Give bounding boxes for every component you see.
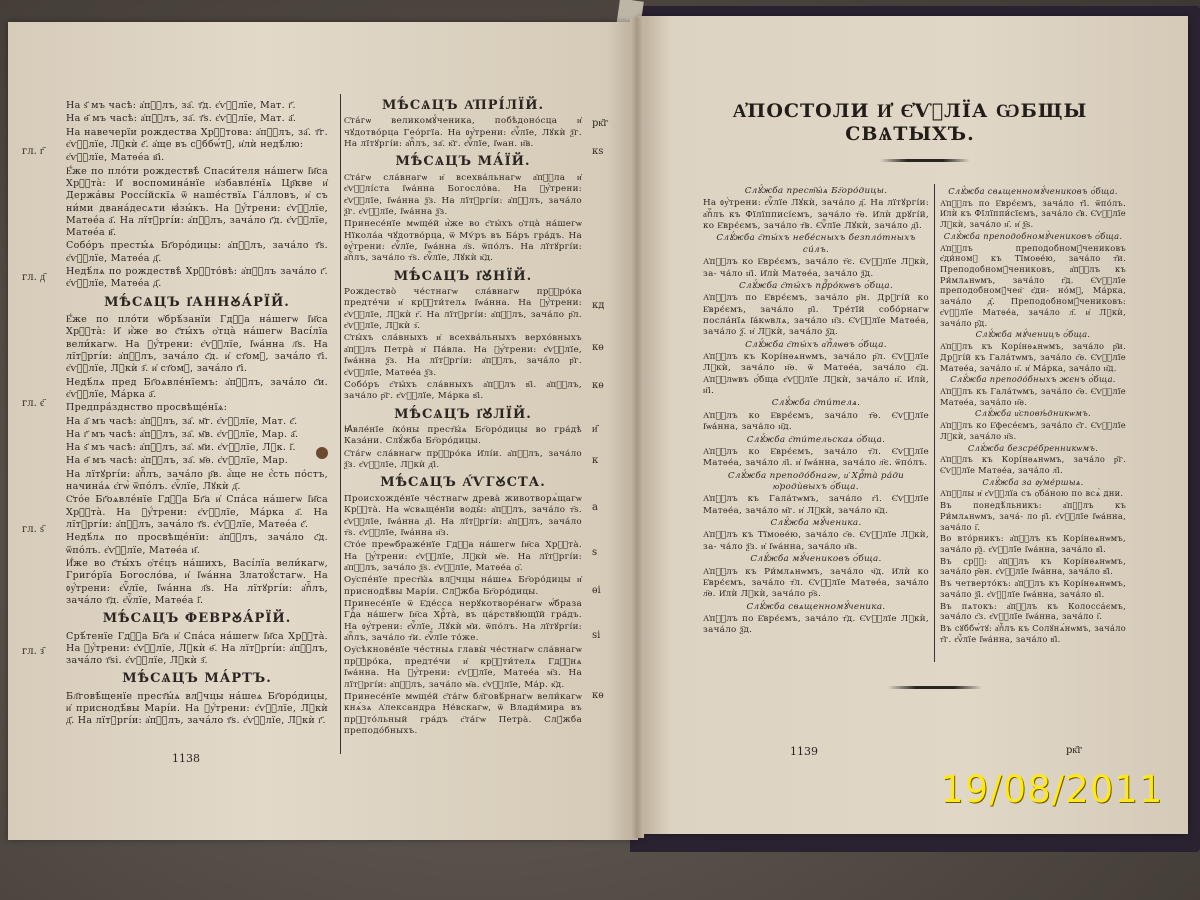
page-title: А҆ПОСТОЛИ И҆ Є҆ѴⷢЛЇА ѠБЩЫ СВѦТЫХЪ. — [732, 100, 1088, 145]
text-paragraph: А҆пⷭ҇лъ по Е҆врє́ємъ, зача́ло т҃і. ѿпо́лъ. И҆лѝ къ Фїлїппи́сїємъ, зача́ло с҃в. Є҆ѵⷢ҇лїе Лꙋкѝ, зача́ло н҃. и҆ ѯ҃ѕ. — [940, 197, 1126, 230]
date-marker: кѳ — [592, 690, 604, 701]
text-paragraph: Въ четверто́къ: а҆пⷭ҇лъ къ Корі́нѳѧнѡмъ, зача́ло ѯ҃і. є҆ѵⷢ҇лїе І҆ѡа́нна, зача́ло в҃і. — [940, 578, 1126, 599]
text-paragraph: А҆пⷭ҇лы и҆ є҆ѵⷢ҇лїа съ ѻ҆ба́ною по всѧ̀ дни. — [940, 488, 1124, 499]
text-paragraph: Въ пѧтокъ: а҆пⷭ҇лъ къ Колосса́ємъ, зача́ло с҃з. є҆ѵⷢ҇лїе І҆ѡа́нна, зача́ло і҃. — [940, 600, 1126, 622]
text-paragraph: Собо́ръ престы́ѧ Бг҃оро́дицы: а҆пⷭ҇лъ, зача́ло т҃ѕ. є҆ѵⷢ҇лїе, Матѳе́а д҃. — [66, 240, 328, 264]
text-paragraph: А҆пⷭ҇лъ къ Тїмоѳе́ю, зача́ло с҃ѳ. Є҆ѵⷢ҇лїе Лꙋкѝ, за- ча́ло ѯ҃з. и҆ І҆ѡа́нна, зача́ло н҃в. — [703, 530, 929, 552]
text-paragraph: А҆пⷭ҇лъ къ Корі́нѳѧнѡмъ, зача́ло р҃и. Дрꙋгі́й къ Гала́тѡмъ, зача́ло с҃ѳ. Є҆ѵⷢ҇лїе Матѳе́а, зача́ло н҃. и҆ Ма́рка, зача́ло н҃д. — [940, 341, 1126, 373]
left-column-2 — [344, 94, 582, 738]
date-marker: ѕі — [592, 630, 601, 641]
date-marker: рк҃г — [592, 118, 609, 129]
tone-marker: гл. г҃ — [22, 146, 45, 157]
service-heading: Слꙋ́жба преподобномꙋ́чениковъ ѻ҆́бща. — [943, 230, 1123, 241]
text-paragraph: И҆́же во с҃ты́хъ ѻ҆тє́цъ на́шихъ, Васі́лїа вели́кагѡ, Григо́рїа Богосло́ва, и҆ І҆ѡа́нна Златоꙋ́стагѡ. На ᲂу҆́трени: є҆ѵⷢ҇лїе, І҆ѡа́нна л҃ѕ. На лїтꙋргі́и: а҆пⷭ҇лъ, зача́ло т҃д. є҆ѵⷢ҇лїе, Матѳе́а і҃. — [66, 557, 328, 606]
left-column-divider — [340, 94, 341, 754]
section-heading: МѢ́СѦЦЪ А҆́ѴГꙊСТА. — [380, 475, 546, 491]
text-paragraph: Въ понедѣ́льникъ: а҆пⷭ҇лъ къ Ри́млѧнѡмъ, зача́- ло р҃і. є҆ѵⷢ҇лїе І҆ѡа́нна, зача́ло і҃. — [940, 500, 1126, 532]
text-paragraph: На навечерїи рождества Хрⷭ҇това: а҆пⷭ҇лъ, за҄. т҃г. є҆ѵⷢ҇лїе, Лꙋкѝ є҃. а҆ще въ сꙋббѡ́тꙋ, и҆лѝ недѣ́лю: — [66, 126, 328, 150]
text-paragraph: А҆пⷭ҇лъ къ Гала́тѡмъ, зача́ло с҃ѳ. Є҆ѵⷢ҇лїе Матѳе́а, зача́ло н҃ѳ. — [940, 385, 1126, 407]
text-paragraph: С҃та́гѡ сла́внагѡ и҆ всехва́льнагѡ а҆пⷭ҇ла и҆ є҆ѵⷢ҇лі́ста І҆ѡа́нна Богосло́ва. На ᲂу҆́трени: є҆ѵⷢ҇лїе, І҆ѡа́нна ѯ҃з. На лїтꙋргі́и: а҆пⷭ҇лъ, зача́ло ѯ҃г. є҆ѵⷢ҇лїе, І҆ѡа́нна ѯ҃з. — [344, 172, 582, 217]
service-heading: Слꙋ́жба с҃ты́хъ прⷪ҇ро́кѡвъ ѻ҆́бща. — [738, 280, 894, 291]
date-marker: кд — [592, 300, 605, 311]
section-heading: МѢ́СѦЦЪ А҆ПРІ́ЛЇЙ. — [382, 98, 544, 113]
book-gutter — [630, 18, 644, 838]
service-heading: Слꙋ́жба свѧщенномꙋ́ченика. — [746, 601, 886, 612]
tone-marker: гл. ѕ҃ — [22, 524, 44, 535]
text-paragraph: На г҃ мъ часѣ: а҆пⷭ҇лъ, за҄. м҃в. є҆ѵⷢ҇лїе, Мар. а҃. — [66, 428, 299, 440]
text-paragraph: С҃та́гѡ великомꙋ́ченика, побѣдоно́сца и҆ чꙋдотво́рца Гео́ргїа. На ᲂу҆́трени: є҆ѵⷢ҇лїе, Лꙋкѝ ѯ҃г. На лїтꙋргі́и: а҆пⷭ҇лъ, за҄. к҃г. є҆ѵⷢ҇лїе, І҆ѡан. н҃в. — [344, 116, 582, 150]
text-paragraph: А҆пⷭ҇лъ преподобномꙋ́чениковъ є҆ди́номꙋ къ Тїмоѳе́ю, зача́ло т҃и. Преподобномꙋ́чениковъ, а҆пⷭ҇лъ къ Ри́млѧнѡмъ, зача́ло г҃д. Є҆ѵⷢ҇лїе преподобномꙋ́чен҇ є҆ди- но́мꙋ, Ма́рка, зача́ло д҃. Преподобномꙋ́чениковъ: є҆ѵⷢ҇лїе Матѳе́а, зача́ло л҃. и҆ Лꙋкѝ, зача́ло р҃д. — [940, 242, 1126, 328]
ink-blot — [316, 447, 328, 459]
service-heading: Слꙋ́жба мꙋ́ченика. — [770, 518, 862, 529]
tone-marker: гл. є҃ — [22, 398, 45, 409]
text-paragraph: Предпра́зднство просвѣще́нїѧ: — [66, 402, 228, 414]
section-heading: МѢ́СѦЦЪ МА́РТЪ. — [122, 671, 272, 687]
text-paragraph: Недѣ́лѧ по рождествѣ̀ Хрⷭ҇то́вѣ: а҆пⷭ҇лъ зача́ло г҃. є҆ѵⷢ҇лїе, Матѳе́а д҃. — [66, 266, 328, 290]
text-paragraph: Въ сꙋббѡ́тꙋ: а҆пⷭ҇лъ къ Солꙋнѧ́нѡмъ, зача́ло т҃г. є҆ѵⷢ҇лїе І҆ѡа́нна, зача́ло в҃і. — [940, 623, 1127, 644]
date-marker: ѕ — [592, 547, 598, 558]
date-marker: кѳ — [592, 380, 604, 391]
signature-mark: рк҃г — [1066, 745, 1083, 756]
left-page-number: 1138 — [172, 752, 200, 765]
text-paragraph: А҆пⷭ҇лъ къ Корі́нѳѧнѡмъ, зача́ло р҃л. Є҆ѵⷢ҇лїе Лꙋкѝ, зача́ло н҃ѳ. ѿ Матѳе́а, зача́ло с҃д. А҆пⷭ҇лѡвъ ѻ҆́бща є҆ѵⷢ҇лїе Лꙋкѝ, зача́ло н҃. И҆лѝ, н҃і. — [703, 352, 929, 397]
date-marker: и҃ — [592, 424, 598, 435]
service-heading: Слꙋ́жба мꙋ́ченицъ ѻ҆́бща. — [975, 329, 1091, 340]
section-heading: МѢ́СѦЦЪ ФЕВРꙊА́РЇЙ. — [102, 611, 292, 627]
text-paragraph: А҆пⷭ҇лъ ко Е҆врє́ємъ, зача́ло т҃є. Є҆ѵⷢ҇лїе Лꙋкѝ, за- ча́ло н҃і. И҆лѝ Матѳе́а, зача́ло ѯ҃д. — [703, 257, 929, 279]
text-paragraph: На ѳ҃ мъ часѣ: а҆пⷭ҇лъ, за҄. м҃ѳ. є҆ѵⷢ҇лїе, Мар. — [66, 455, 289, 467]
left-column-1 — [66, 100, 328, 729]
text-paragraph: Во вто́рникъ: а҆пⷭ҇лъ къ Корі́нѳѧнѡмъ, зача́ло р҃ѯ. є҆ѵⷢ҇лїе І҆ѡа́нна, зача́ло в҃і. — [940, 533, 1126, 554]
service-heading: Слꙋ́жба с҃ты́хъ небе́сныхъ безпло́тныхъ си́лъ. — [716, 233, 916, 255]
date-marker: кѕ — [592, 146, 604, 157]
text-paragraph: А҆пⷭ҇лъ по Е҆врє́ємъ, зача́ло т҃д. Є҆ѵⷢ҇лїе Лꙋкѝ, зача́ло ѯ҃д. — [703, 613, 929, 636]
service-heading: Слꙋ́жба за ᲂу҆ме́ршыѧ. — [982, 476, 1084, 487]
text-paragraph: С҃то́е преѡбраже́нїе Гдⷭ҇а на́шегѡ І҆и҃са Хрⷭ҇та̀. На ᲂу҆́трени: є҆ѵⷢ҇лїе, Лꙋкѝ м҃е. На лїтꙋргі́и: а҆пⷭ҇лъ, зача́ло ѯ҃ѕ. є҆ѵⷢ҇лїе, Матѳе́а ѻ҃. — [344, 540, 582, 573]
tone-marker: гл. з҃ — [22, 646, 44, 657]
right-column-divider — [934, 184, 935, 662]
service-heading: Слꙋ́жба с҃ты́хъ а҆пⷭ҇лѡвъ ѻ҆́бща. — [745, 339, 887, 350]
section-heading: МѢ́СѦЦЪ І҆Ꙋ́НЇЙ. — [393, 268, 533, 284]
text-paragraph: Рождество̀ че́стнагѡ сла́внагѡ прⷪ҇ро́ка предте́чи и҆ крⷭ҇ти́телѧ І҆ѡа́нна. На ᲂу҆́трени: є҆ѵⷢ҇лїе, Лꙋкѝ г҃. На лїтꙋргі́и: а҆пⷭ҇лъ, зача́ло р҃л. є҆ѵⷢ҇лїе, Лꙋкѝ з҃. — [344, 287, 582, 332]
text-paragraph: є҆ѵⷢ҇лїе, Матѳе́а в҃і. — [66, 152, 165, 164]
date-marker: ѳі — [592, 585, 601, 596]
right-page-number: 1139 — [790, 745, 818, 758]
text-paragraph: Бл҃говѣ́щенїе прест҃ы́ѧ влⷣчцы на́шеѧ Бг҃оро́дицы, и҆ приснодѣ́вы Марі́и. На ᲂу҆́трени: є҆ѵⷢ҇лїе, Лꙋкѝ д҃. На лїтꙋргі́и: а҆пⷭ҇лъ, зача́ло т҃ѕ. є҆ѵⷢ҇лїе, Лꙋкѝ г҃. — [66, 690, 328, 727]
text-paragraph: Въ срⷣꙋ: а҆пⷭ҇лъ къ Корі́нѳѧнѡмъ, зача́ло р҃ѳн. є҆ѵⷢ҇лїе І҆ѡа́нна, зача́ло в҃і. — [940, 555, 1126, 577]
service-heading: Слꙋ́жба и҆сповѣ́дникѡмъ. — [975, 408, 1091, 419]
service-heading: Слꙋ́жба с҃ти́телѧ. — [771, 398, 861, 409]
date-stamp: 19/08/2011 — [940, 768, 1164, 811]
text-paragraph: Оу҆сѣкнове́нїе че́стныѧ главы̀ че́стнагѡ сла́внагѡ прⷪ҇ро́ка, предте́чи и҆ крⷭ҇ти́телѧ Гдⷭ҇нѧ І҆ѡа́нна. На ᲂу҆́трени: є҆ѵⷢ҇лїе, Матѳе́а м҃з. На лїтꙋргі́и: а҆пⷭ҇лъ, зача́ло м҃а. є҆ѵⷢ҇лїе, Ма́р. к҃д. — [344, 645, 582, 690]
text-paragraph: А҆пⷭ҇лъ по Е҆врє́ємъ, зача́ло р҃н. Дрꙋгі́й ко Е҆врє́ємъ, зача́ло р҃і. Тре́тїй собо́рнагѡ посла́нїѧ І҆а́кѡвлѧ, зача́ло н҃з. Є҆ѵⷢ҇лїе Матѳе́а, зача́ло ѯ҃. и҆ Лꙋкѝ, зача́ло ѯ҃д. — [703, 293, 929, 338]
text-paragraph: Принесе́нїе мѡще́й с҃та́гѡ бл҃говѣ́рнагѡ вели́кагѡ кнѧ́зѧ А҆лександра Не́вскагѡ, ѿ Влади́мира въ прⷭ҇то́льный гра́дъ с҃та́гѡ Петра̀. Слꙋ́жба преподо́бныхъ. — [344, 691, 582, 736]
text-paragraph: С҃то́е Бг҃оѧвле́нїе Гдⷭ҇а Бг҃а и҆ Спа́са на́шегѡ І҆и҃са Хрⷭ҇та̀. На ᲂу҆́трени: є҆ѵⷢ҇лїе, Ма́рка а҃. На лїтꙋргі́и: а҆пⷭ҇лъ, зача́ло т҃ѕ. є҆ѵⷢ҇лїе, Матѳе́а є҃. — [66, 494, 328, 530]
right-column-1 — [703, 186, 929, 638]
text-paragraph: А҆пⷭ҇лъ ко Е҆фесе́ємъ, зача́ло с҃г. Є҆ѵⷢ҇лїе Лꙋкѝ, зача́ло н҃ѕ. — [940, 420, 1126, 441]
text-paragraph: Собо́ръ с҃ты́хъ сла́вныхъ а҆пⷭ҇лъ в҃і. а҆пⷭ҇лъ, зача́ло р҃г. є҆ѵⷢ҇лїе, Ма́рка в҃і. — [344, 379, 582, 402]
text-paragraph: Е҆́же по пло́ти рождествѣ̀ Спаси́теля на́шегѡ І҆и҃са Хрⷭ҇та̀: И҆ воспомина́нїе и҆збавле́нїѧ Цр҃кве и҆ Держа́вы Россі́йскїѧ ѿ наше́ствїѧ Га́лловъ, и҆ съ ни́ми двана́десѧти ꙗ҆зы́къ. На ᲂу҆́трени: є҆ѵⷢ҇лїе, Матѳе́а а҃. На лїтꙋргі́и: а҆пⷭ҇лъ, зача́ло г҃д. є҆ѵⷢ҇лїе, Матѳе́а в҃. — [66, 165, 328, 239]
text-paragraph: На ѳ҃ мъ часѣ: а҆пⷭ҇лъ, за҄. т҃ѕ. є҆ѵⷢ҇лїе, Мат. а҃. — [66, 113, 297, 125]
text-paragraph: Недѣ́лѧ пред Бг҃оѧвле́нїемъ: а҆пⷭ҇лъ, зача́ло с҃и. є҆ѵⷢ҇лїе, Ма́рка а҃. — [66, 376, 328, 400]
text-paragraph: Происхожде́нїе че́стнагѡ древа̀ животворѧ́щагѡ Крⷭ҇та̀. На ѡ҆свѧще́нїи воды̀: а҆пⷭ҇лъ, зача́ло т҃ѕ. є҆ѵⷢ҇лїе, І҆ѡа́нна д҃і. На лїтꙋргі́и: а҆пⷭ҇лъ, зача́ло т҃ѕ. є҆ѵⷢ҇лїе, І҆ѡа́нна н҃з. — [344, 493, 582, 538]
title-ornament — [880, 159, 970, 162]
text-paragraph: А҆пⷭ҇лъ ко Е҆врє́ємъ, зача́ло т҃ѳ. Є҆ѵⷢ҇лїе І҆ѡа́нна, зача́ло н҃д. — [703, 410, 929, 433]
text-paragraph: На ѕ҃ мъ часѣ: а҆пⷭ҇лъ, за҄. т҃д. є҆ѵⷢ҇лїе, Мат. г҃. — [66, 100, 296, 111]
text-paragraph: На ᲂу҆́трени: є҆ѵⷢ҇лїе Лꙋкѝ, зача́ло д҃. На лїтꙋргі́и: а҆пⷭ҇лъ къ Фїлїпписі́ємъ, зача́ло т҃ѳ. И҆лѝ дрꙋгі́й, ко Е҆врє́ємъ, зача́ло т҃в. Є҆ѵⷢ҇лїе Лꙋкѝ, зача́ло д҃і. — [703, 198, 929, 232]
bottom-ornament — [888, 686, 982, 689]
service-heading: Слꙋ́жба прест҃ы́ѧ Бг҃оро́дицы. — [744, 186, 888, 196]
text-paragraph: Принесе́нїе ѿ Е҆де́сса нерꙋкотворе́нагѡ ѡ҆́браза Гдⷭ҇а на́шегѡ І҆и҃са Хрⷭ҇та̀, въ ца́рствꙋющїй гра́дъ. На ᲂу҆́трени: є҆ѵⷢ҇лїе, Лꙋкѝ м҃и. ѿпо́лъ. На лїтꙋргі́и: а҆пⷭ҇лъ, зача́ло т҃и. є҆ѵⷢ҇лїе то́же. — [344, 599, 582, 644]
text-paragraph: С҃та́гѡ сла́внагѡ прⷪ҇ро́ка И҆лі́и. а҆пⷭ҇лъ, зача́ло ѯ҃з. є҆ѵⷢ҇лїе, Лꙋкѝ д҃і. — [344, 448, 582, 471]
text-paragraph: Ꙗ҆вле́нїе і҆ко́ны прест҃ы́ѧ Бг҃оро́дицы во гра́дѣ Каза́ни. Слꙋ́жба Бг҃оро́дицы. — [344, 424, 582, 447]
text-paragraph: На лїтꙋргі́и: а҆пⷭ҇лъ, зача́ло р҃в. а҆́ще не є҆́сть по́стъ, начина́ѧ є҆гѡ̀ ѿпо́лъ. є҆ѵⷢ҇лїе, Лꙋкѝ д҃. — [66, 468, 328, 493]
text-paragraph: На ѕ҃ мъ часѣ: а҆пⷭ҇лъ, за҄. м҃и. є҆ѵⷢ҇лїе, Лꙋк. і҃. — [66, 442, 296, 454]
date-marker: к — [592, 455, 599, 466]
text-paragraph: Оу҆спе́нїе прест҃ы́ѧ влⷣчцы на́шеѧ Бг҃оро́дицы и҆ приснодѣ́вы Марі́и. Слꙋ́жба Бг҃оро́дицы. — [344, 575, 582, 597]
section-heading: МѢ́СѦЦЪ І҆АННꙊА́РЇЙ. — [104, 294, 290, 310]
service-heading: Слꙋ́жба безсре́бренникѡмъ. — [967, 442, 1099, 453]
text-paragraph: А҆пⷭ҇лъ къ Ри́млѧнѡмъ, зача́ло ч҃д. И҆лѝ ко Е҆врє́ємъ, зача́ло т҃л. Є҆ѵⷢ҇лїе Матѳе́а, зача́ло л҃ѳ. И҆лѝ Лꙋкѝ, зача́ло р҃ѕ. — [703, 566, 929, 600]
text-paragraph: Недѣ́лѧ по просвѣще́нїи: а҆пⷭ҇лъ, зача́ло с҃д. ѿпо́лъ. є҆ѵⷢ҇лїе, Матѳе́а и҃. — [66, 532, 328, 556]
text-paragraph: А҆пⷭ҇лъ къ Гала́тѡмъ, зача́ло г҃і. Є҆ѵⷢ҇лїе Матѳе́а, зача́ло м҃г. и҆ Лꙋкѝ, зача́ло к҃д. — [703, 494, 929, 516]
text-paragraph: Е҆́же по пло́ти ѡ҆брѣ́занїи Гдⷭ҇а на́шегѡ І҆и҃са Хрⷭ҇та̀: И҆ и҆̀же во с҃ты́хъ ѻ҆тца̀ на́шегѡ Васі́лїа вели́кагѡ. На ᲂу҆́трени: є҆ѵⷢ҇лїе, І҆ѡа́нна л҃ѕ. На лїтꙋргі́и: а҆пⷭ҇лъ, зача́ло с҃д. и҆ ст҃ом꙽, зача́ло т҃і. є҆ѵⷢ҇лїе, Лꙋкѝ з҃. и҆ ст҃ом꙽, зача́ло г҃і. — [66, 314, 328, 375]
section-heading: МѢ́СѦЦЪ І҆Ꙋ́ЛЇЙ. — [394, 406, 532, 422]
right-column-2 — [940, 186, 1126, 645]
text-paragraph: Принесе́нїе мѡще́й и҆̀же во с҃ты́хъ ѻ҆тца̀ на́шегѡ Нїкола́а чꙋдотво́рца, ѿ Мѵ́ръ въ Ба́ръ гра́дъ. На ᲂу҆́трени: є҆ѵⷢ҇лїе, І҆ѡа́нна л҃ѕ. ѿпо́лъ. На лїтꙋргі́и: а҆пⷭ҇лъ, зача́ло т҃ѕ. є҆ѵⷢ҇лїе, Лꙋкѝ к҃д. — [344, 219, 582, 264]
service-heading: Слꙋ́жба мꙋ́чениковъ ѻ҆́бща. — [750, 554, 882, 565]
text-paragraph: На а҃ мъ часѣ: а҆пⷭ҇лъ, за҄. м҃г. є҆ѵⷢ҇лїе, Мат. є҃. — [66, 415, 298, 427]
text-paragraph: А҆пⷭ҇лъ ко Е҆врє́ємъ, зача́ло т҃л. Є҆ѵⷢ҇лїе Матѳе́а, зача́ло л҃і. и҆ І҆ѡа́нна, зача́ло л҃є. ѿпо́лъ. — [703, 446, 929, 469]
text-paragraph: Срѣ́тенїе Гдⷭ҇а Бг҃а и҆ Спа́са на́шегѡ І҆и҃са Хрⷭ҇та̀. На ᲂу҆́трени: є҆ѵⷢ҇лїе, Лꙋкѝ ѳ҃. На лїтꙋргі́и: а҆пⷭ҇лъ, зача́ло т҃ѕі. є҆ѵⷢ҇лїе, Лꙋкѝ з҃. — [66, 630, 328, 667]
service-heading: Слꙋ́жба преподо́бнагѡ, и҆ Хрⷭ҇та̀ ра́ди ю҆родѝвыхъ ѻ҆́бща. — [727, 470, 905, 492]
service-heading: Слꙋ́жба свѧщенномꙋ́чениковъ ѻ҆́бща. — [948, 186, 1118, 196]
section-heading: МѢ́СѦЦЪ МА́ЇЙ. — [395, 154, 531, 170]
tone-marker: гл. д҃ — [22, 272, 46, 283]
date-marker: а — [592, 502, 598, 513]
text-paragraph: С҃ты́хъ сла́вныхъ и҆ всехва́льныхъ верхо́вныхъ а҆пⷭ҇лъ Петра̀ и҆ Па́вла. На ᲂу҆́трени: є҆ѵⷢ҇лїе, І҆ѡа́нна ѯ҃з. На лїтꙋргі́и: а҆пⷭ҇лъ, зача́ло р҃г. є҆ѵⷢ҇лїе, Матѳе́а ѯ҃з. — [344, 333, 582, 378]
date-marker: кѳ — [592, 342, 604, 353]
service-heading: Слꙋ́жба с҃ти́тельскаѧ ѻ҆́бща. — [746, 434, 886, 445]
service-heading: Слꙋ́жба преподо́бныхъ жєнъ ѻ҆́бща. — [950, 374, 1116, 385]
text-paragraph: А҆пⷭ҇лъ къ Корі́нѳѧнѡмъ, зача́ло р҃г. Є҆ѵⷢ҇лїе Матѳе́а, зача́ло л҃і. — [940, 454, 1126, 475]
